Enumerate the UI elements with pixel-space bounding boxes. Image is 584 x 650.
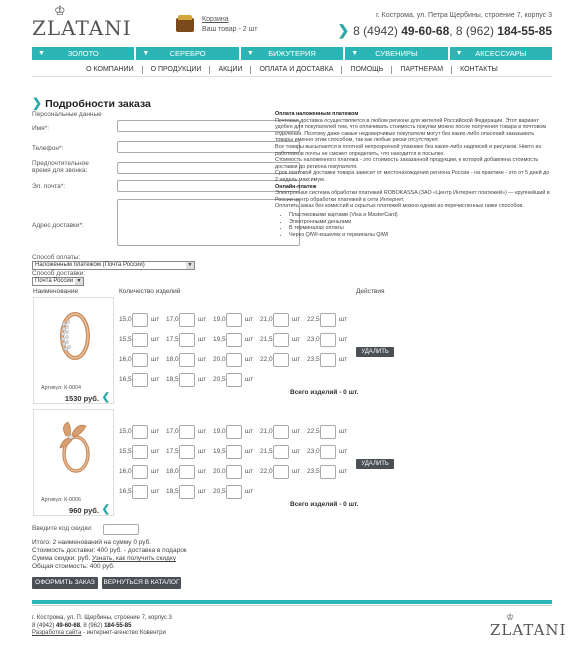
unit-label: шт [339,336,348,343]
quantity-input[interactable] [132,353,148,367]
unit-label: шт [292,356,301,363]
size-label: 17,5 [166,336,179,343]
payment-method-label: Способ оплаты: [32,254,81,261]
chevron-down-icon: ▼ [38,50,45,57]
unit-label: шт [245,356,254,363]
ring-image [50,416,100,476]
unit-label: шт [151,428,160,435]
unit-label: шт [151,316,160,323]
quantity-input[interactable] [179,485,195,499]
unit-label: шт [245,428,254,435]
back-to-catalog-button[interactable]: ВЕРНУТЬСЯ В КАТАЛОГ [102,577,181,589]
address-textarea[interactable] [117,199,300,246]
size-qty-cell [166,313,216,327]
quantity-input[interactable] [320,353,336,367]
crown-icon: ♔ [506,612,515,622]
size-qty-cell [260,465,310,479]
size-qty-cell [166,485,216,499]
footer-divider-thin [32,605,552,606]
size-qty-cell [119,373,169,387]
call-time-label-2: время для звонка: [32,167,88,174]
size-qty-cell [166,373,216,387]
size-qty-cell [119,353,169,367]
size-label: 19,0 [213,428,226,435]
quantity-input[interactable] [320,465,336,479]
size-qty-cell [119,445,169,459]
category-gold[interactable]: ▼ ЗОЛОТО [32,47,134,60]
nav-contacts[interactable]: КОНТАКТЫ [460,65,498,73]
unit-label: шт [245,488,254,495]
delivery-method-select[interactable]: Почта России ▼ [32,277,84,286]
unit-label: шт [292,448,301,455]
quantity-input[interactable] [320,425,336,439]
size-label: 19,5 [213,448,226,455]
unit-label: шт [198,316,207,323]
list-item: • Пластиковыми картами (Visa и MasterCard) [289,212,553,219]
discount-label: Введите код скидки: [32,525,93,532]
quantity-input[interactable] [226,465,242,479]
size-qty-cell [307,425,357,439]
nav-products[interactable]: О ПРОДУКЦИИ [143,66,211,74]
discount-code-input[interactable] [103,524,139,535]
category-nav [32,47,552,60]
unit-label: шт [339,428,348,435]
email-label: Эл. почта*: [32,183,66,190]
size-qty-cell [213,313,263,327]
footer-divider [32,600,552,604]
size-label: 23,5 [307,356,320,363]
unit-label: шт [198,336,207,343]
size-label: 18,0 [166,468,179,475]
size-qty-cell [119,313,169,327]
chevron-down-icon: ▼ [76,278,82,284]
unit-label: шт [292,316,301,323]
size-label: 21,0 [260,428,273,435]
call-time-label-1: Предпочтительное [32,160,89,167]
quantity-input[interactable] [132,373,148,387]
delivery-method-label: Способ доставки: [32,270,86,277]
list-item: • В терминалах оплаты [289,225,553,232]
unit-label: шт [245,376,254,383]
quantity-input[interactable] [273,313,289,327]
header-address: г. Кострома, ул. Петра Щербины, строение 7, корпус 3 [376,12,552,19]
chevron-down-icon: ▼ [351,50,359,57]
category-souvenirs[interactable]: ▼ СУВЕНИРЫ [345,47,447,60]
cart-count: Ваш товар - 2 шт [202,26,258,33]
nav-payment-delivery[interactable]: ОПЛАТА И ДОСТАВКА [251,66,342,74]
column-header-actions: Действия [356,288,385,295]
chevron-right-icon: ❯ [337,22,350,38]
size-qty-cell [119,485,169,499]
unit-label: шт [245,316,254,323]
size-label: 22,5 [307,316,320,323]
unit-label: шт [198,428,207,435]
nav-promotions[interactable]: АКЦИИ [210,66,251,74]
size-label: 23,5 [307,468,320,475]
name-field[interactable] [117,120,300,132]
quantity-input[interactable] [179,425,195,439]
unit-label: шт [339,448,348,455]
size-label: 18,5 [166,376,179,383]
footer-info: г. Кострома, ул. П. Щербины, строение 7, корпус 3 8 (4942) 49-60-68, 8 (962) 184-55-85 Разработка сайта - интернет-агенство Ковентри [32,615,172,636]
payment-method-select[interactable]: Наложенным платежом (Почта России) ▼ [32,261,195,270]
size-label: 16,5 [119,488,132,495]
size-label: 15,5 [119,448,132,455]
checkout-button[interactable]: ОФОРМИТЬ ЗАКАЗ [32,577,98,589]
quantity-input[interactable] [226,445,242,459]
product-total-qty: Всего изделий - 0 шт. [290,389,359,396]
chevron-right-icon: ❯ [32,96,43,110]
unit-label: шт [151,336,160,343]
size-label: 23,0 [307,448,320,455]
quantity-input[interactable] [179,465,195,479]
unit-label: шт [339,356,348,363]
ring-image [50,304,100,364]
size-qty-cell [213,445,263,459]
size-label: 20,0 [213,468,226,475]
phone-label: Телефон*: [32,145,64,152]
header-phones: ❯ 8 (4942) 49-60-68, 8 (962) 184-55-85 [337,22,552,38]
size-qty-cell [119,465,169,479]
crown-icon: ♔ [54,3,66,18]
quantity-input[interactable] [132,313,148,327]
size-qty-cell [260,353,310,367]
unit-label: шт [245,336,254,343]
quantity-input[interactable] [179,445,195,459]
size-qty-cell [166,353,216,367]
size-label: 16,0 [119,468,132,475]
size-qty-cell [260,313,310,327]
size-qty-cell [213,353,263,367]
size-qty-cell [213,373,263,387]
quantity-input[interactable] [226,333,242,347]
quantity-input[interactable] [273,353,289,367]
quantity-input[interactable] [226,485,242,499]
quantity-input[interactable] [273,333,289,347]
quantity-input[interactable] [273,465,289,479]
size-label: 21,0 [260,316,273,323]
unit-label: шт [198,488,207,495]
unit-label: шт [198,356,207,363]
page-title: ❯ Подробности заказа [32,96,151,110]
nav-about[interactable]: О КОМПАНИИ [78,66,142,74]
nav-partners[interactable]: ПАРТНЕРАМ [392,66,452,74]
size-qty-cell [307,333,357,347]
size-label: 19,0 [213,316,226,323]
quantity-input[interactable] [273,445,289,459]
size-qty-cell [213,485,263,499]
quantity-input[interactable] [132,445,148,459]
quantity-input[interactable] [179,333,195,347]
size-qty-cell [119,425,169,439]
delete-button[interactable]: УДАЛИТЬ [356,347,394,357]
size-label: 17,0 [166,316,179,323]
size-label: 17,0 [166,428,179,435]
quantity-input[interactable] [320,445,336,459]
unit-label: шт [198,448,207,455]
unit-label: шт [245,468,254,475]
delete-button[interactable]: УДАЛИТЬ [356,459,394,469]
unit-label: шт [198,376,207,383]
column-header-qty: Количество изделий [119,288,181,295]
payment-info: Оплата наложенным платежом Почтовая доставка осуществляется в любом регионе для жителей Российской Федерации. Этот вариант удобен для покупателей тем, что оплачивать стоимость покупки можно после получения товара в почтовом отделении. Поэтому даже самые недоверчивые покупатели могут без каких-либо опасений заказывать товары именно этим способом, так как любые риски отсутствуют. Все товары высылаются в плотной непрозрачной упаковке без каких-либо надписей и рисунков. Никто из работников почты не сможет определить, что находится в посылке. Стоимость наложенного платежа - это стоимость заказанной продукции, к которой добавлена стоимость доставки до региона покупателя. Срок почтовой доставки товара зависит от местонахождения региона России - на практике - это от 5 дней до 2 недель максимум. Онлайн-платеж Электронная система обработки платежей ROBOKASSA (ЗАО «Центр Интернет платежей») — крупнейший в России центр обработки платежей в сети Интернет. Оплатить заказ без комиссий и скрытых платежей можно одним из перечисленных ниже способов. • Пластиковыми картами (Visa и MasterCard) • Электронными деньгами • В терминалах оплаты • Через QIWI-кошелек и терминалы QIWI [275,111,553,238]
unit-label: шт [339,468,348,475]
quantity-input[interactable] [179,313,195,327]
list-item: • Электронными деньгами [289,219,553,226]
top-nav [32,63,552,77]
size-qty-cell [119,333,169,347]
size-qty-cell [307,353,357,367]
chevron-down-icon: ▼ [187,262,193,268]
quantity-input[interactable] [179,373,195,387]
discount-info-link[interactable]: Узнать, как получить скидку [92,555,176,562]
price: 960 руб. [69,506,99,515]
nav-help[interactable]: ПОМОЩЬ [342,66,392,74]
email-field[interactable] [117,180,300,192]
unit-label: шт [292,428,301,435]
size-qty-cell [307,445,357,459]
quantity-input[interactable] [226,425,242,439]
size-label: 23,0 [307,336,320,343]
size-label: 22,5 [307,428,320,435]
address-label: Адрес доставки*: [32,222,84,229]
quantity-input[interactable] [132,465,148,479]
product-card[interactable] [33,409,114,516]
unit-label: шт [339,316,348,323]
size-qty-cell [213,425,263,439]
size-qty-cell [260,445,310,459]
size-qty-cell [307,465,357,479]
unit-label: шт [198,468,207,475]
cart-link[interactable]: Корзина [202,16,229,23]
price: 1530 руб. [64,394,99,403]
unit-label: шт [292,336,301,343]
article-number: Артикул: К-0004 [41,385,82,391]
category-jewelry[interactable]: ▼ БИЖУТЕРИЯ [241,47,343,60]
size-label: 18,5 [166,488,179,495]
size-label: 18,0 [166,356,179,363]
quantity-input[interactable] [226,313,242,327]
size-label: 20,5 [213,376,226,383]
size-label: 15,5 [119,336,132,343]
call-time-field[interactable] [117,162,300,174]
unit-label: шт [151,468,160,475]
chevron-left-icon[interactable]: ❮ [101,392,110,403]
developer-link[interactable]: Разработка сайта [32,630,82,636]
size-label: 15,0 [119,316,132,323]
personal-data-heading: Персональные данные [32,111,102,118]
size-label: 22,0 [260,468,273,475]
chevron-down-icon: ▼ [246,50,254,57]
unit-label: шт [151,488,160,495]
size-label: 17,5 [166,448,179,455]
product-total-qty: Всего изделий - 0 шт. [290,501,359,508]
unit-label: шт [245,448,254,455]
size-label: 16,0 [119,356,132,363]
article-number: Артикул: К-0006 [41,497,82,503]
size-qty-cell [166,333,216,347]
phone-field[interactable] [117,141,300,153]
size-label: 15,0 [119,428,132,435]
quantity-input[interactable] [320,313,336,327]
product-card[interactable] [33,297,114,404]
quantity-input[interactable] [226,353,242,367]
size-qty-cell [213,465,263,479]
size-qty-cell [260,333,310,347]
logo-text: ZLATANI [32,16,132,40]
size-qty-cell [213,333,263,347]
unit-label: шт [292,468,301,475]
size-label: 22,0 [260,356,273,363]
size-qty-cell [307,313,357,327]
site-logo[interactable] [32,3,132,40]
size-qty-cell [166,445,216,459]
size-qty-cell [166,465,216,479]
payment-methods-list [289,212,553,238]
category-silver[interactable]: ▼ СЕРЕБРО [136,47,238,60]
unit-label: шт [151,376,160,383]
list-item: • Через QIWI-кошелек и терминалы QIWI [289,232,553,239]
size-label: 21,5 [260,336,273,343]
size-label: 20,5 [213,488,226,495]
size-label: 19,5 [213,336,226,343]
cart-chest-icon [176,18,194,32]
quantity-input[interactable] [132,333,148,347]
chevron-down-icon: ▼ [142,50,150,57]
quantity-input[interactable] [179,353,195,367]
quantity-input[interactable] [226,373,242,387]
quantity-input[interactable] [320,333,336,347]
chevron-down-icon: ▼ [455,50,463,57]
unit-label: шт [151,356,160,363]
size-label: 16,5 [119,376,132,383]
size-label: 21,5 [260,448,273,455]
size-label: 20,0 [213,356,226,363]
column-header-name: Наименование [33,288,79,295]
chevron-left-icon[interactable]: ❮ [101,504,110,515]
name-label: Имя*: [32,125,49,132]
size-qty-cell [166,425,216,439]
quantity-input[interactable] [132,425,148,439]
size-qty-cell [260,425,310,439]
footer-logo[interactable]: ♔ ZLATANI [490,612,567,639]
quantity-input[interactable] [132,485,148,499]
quantity-input[interactable] [273,425,289,439]
category-accessories[interactable]: ▼ АКСЕССУАРЫ [450,47,552,60]
unit-label: шт [151,448,160,455]
order-summary: Итого: 2 наименований на сумму 0 руб. Стоимость доставки: 400 руб. - доставка в подарок Сумма скидки: руб. Узнать, как получить скидку Общая стоимость: 400 руб. [32,539,187,570]
